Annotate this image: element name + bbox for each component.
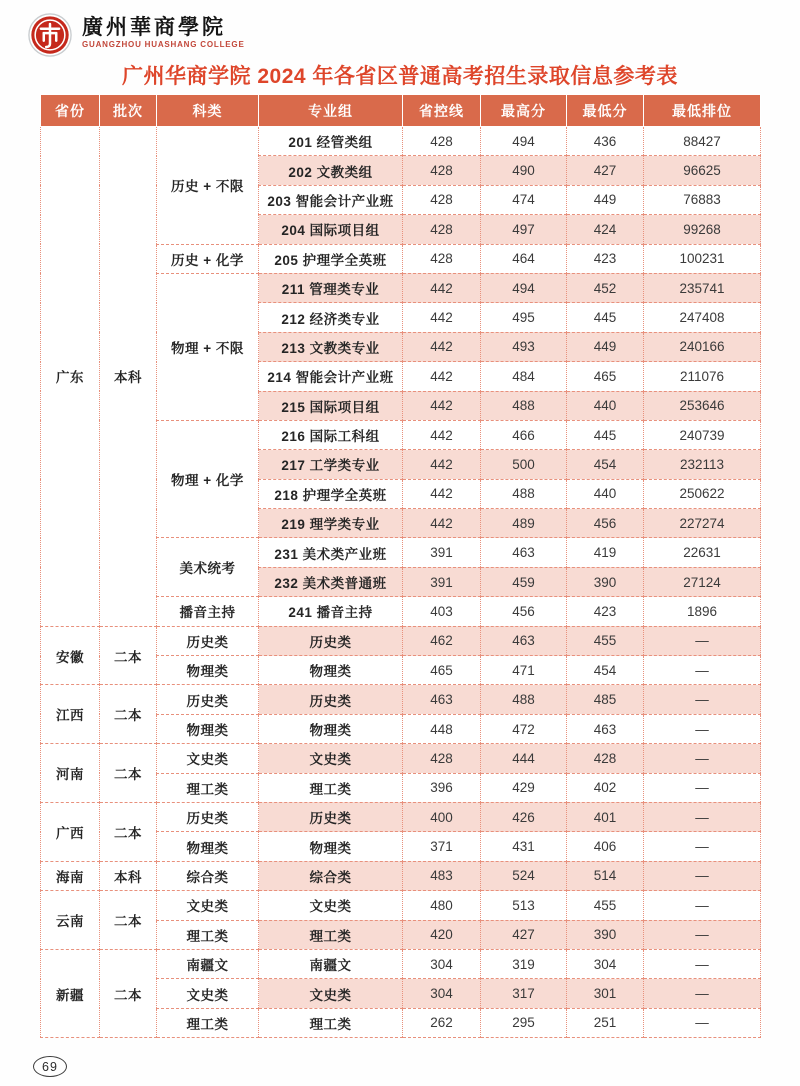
batch-cell: 本科 xyxy=(100,861,157,890)
control-line-cell: 442 xyxy=(403,273,481,302)
min-score-cell: 390 xyxy=(567,567,644,596)
min-score-cell: 445 xyxy=(567,420,644,449)
header-row xyxy=(41,95,761,127)
min-rank-cell: 240166 xyxy=(644,332,761,361)
max-score-cell: 317 xyxy=(481,979,567,1008)
min-score-cell: 304 xyxy=(567,949,644,978)
min-rank-cell: — xyxy=(644,861,761,890)
col-header-lowest-rank: 最低排位 xyxy=(644,95,761,127)
batch-cell: 本科 xyxy=(100,127,157,627)
major-group-cell: 文史类 xyxy=(259,744,403,773)
max-score-cell: 484 xyxy=(481,362,567,391)
max-score-cell: 494 xyxy=(481,273,567,302)
min-score-cell: 440 xyxy=(567,391,644,420)
major-group-cell: 219 理学类专业 xyxy=(259,509,403,538)
max-score-cell: 319 xyxy=(481,949,567,978)
major-group-cell: 理工类 xyxy=(259,920,403,949)
control-line-cell: 420 xyxy=(403,920,481,949)
min-rank-cell: — xyxy=(644,802,761,831)
min-rank-cell: — xyxy=(644,656,761,685)
min-rank-cell: 1896 xyxy=(644,597,761,626)
min-score-cell: 428 xyxy=(567,744,644,773)
min-rank-cell: 211076 xyxy=(644,362,761,391)
min-score-cell: 440 xyxy=(567,479,644,508)
max-score-cell: 431 xyxy=(481,832,567,861)
major-group-cell: 历史类 xyxy=(259,626,403,655)
subject-cell: 理工类 xyxy=(157,1008,259,1037)
subject-cell: 物理类 xyxy=(157,656,259,685)
batch-cell: 二本 xyxy=(100,949,157,1037)
college-seal-icon xyxy=(27,12,73,58)
major-group-cell: 231 美术类产业班 xyxy=(259,538,403,567)
col-header-province: 省份 xyxy=(41,95,100,127)
subject-cell: 历史类 xyxy=(157,802,259,831)
max-score-cell: 295 xyxy=(481,1008,567,1037)
control-line-cell: 400 xyxy=(403,802,481,831)
control-line-cell: 428 xyxy=(403,156,481,185)
min-rank-cell: — xyxy=(644,1008,761,1037)
subject-cell: 历史 + 不限 xyxy=(157,127,259,245)
table-row xyxy=(41,744,761,773)
province-cell: 江西 xyxy=(41,685,100,744)
control-line-cell: 462 xyxy=(403,626,481,655)
min-score-cell: 436 xyxy=(567,127,644,156)
province-cell: 河南 xyxy=(41,744,100,803)
college-name-en: GUANGZHOU HUASHANG COLLEGE xyxy=(82,40,245,50)
max-score-cell: 463 xyxy=(481,538,567,567)
min-rank-cell: — xyxy=(644,949,761,978)
col-header-province-control-line: 省控线 xyxy=(403,95,481,127)
control-line-cell: 442 xyxy=(403,362,481,391)
control-line-cell: 371 xyxy=(403,832,481,861)
max-score-cell: 463 xyxy=(481,626,567,655)
control-line-cell: 304 xyxy=(403,979,481,1008)
major-group-cell: 理工类 xyxy=(259,773,403,802)
college-name xyxy=(82,12,245,49)
major-group-cell: 物理类 xyxy=(259,832,403,861)
major-group-cell: 211 管理类专业 xyxy=(259,273,403,302)
min-score-cell: 449 xyxy=(567,185,644,214)
major-group-cell: 历史类 xyxy=(259,685,403,714)
table-row xyxy=(41,685,761,714)
max-score-cell: 490 xyxy=(481,156,567,185)
min-score-cell: 454 xyxy=(567,656,644,685)
control-line-cell: 463 xyxy=(403,685,481,714)
province-cell: 新疆 xyxy=(41,949,100,1037)
control-line-cell: 428 xyxy=(403,127,481,156)
control-line-cell: 428 xyxy=(403,185,481,214)
min-score-cell: 301 xyxy=(567,979,644,1008)
table-body xyxy=(41,127,761,1038)
max-score-cell: 524 xyxy=(481,861,567,890)
max-score-cell: 427 xyxy=(481,920,567,949)
min-score-cell: 445 xyxy=(567,303,644,332)
major-group-cell: 物理类 xyxy=(259,714,403,743)
control-line-cell: 442 xyxy=(403,420,481,449)
subject-cell: 历史 + 化学 xyxy=(157,244,259,273)
control-line-cell: 448 xyxy=(403,714,481,743)
min-score-cell: 401 xyxy=(567,802,644,831)
major-group-cell: 213 文教类专业 xyxy=(259,332,403,361)
min-score-cell: 423 xyxy=(567,597,644,626)
control-line-cell: 262 xyxy=(403,1008,481,1037)
major-group-cell: 216 国际工科组 xyxy=(259,420,403,449)
min-score-cell: 465 xyxy=(567,362,644,391)
max-score-cell: 456 xyxy=(481,597,567,626)
page-number-badge: 69 xyxy=(33,1056,67,1077)
min-score-cell: 514 xyxy=(567,861,644,890)
min-score-cell: 455 xyxy=(567,891,644,920)
subject-cell: 物理 + 化学 xyxy=(157,420,259,538)
min-score-cell: 427 xyxy=(567,156,644,185)
min-score-cell: 463 xyxy=(567,714,644,743)
min-rank-cell: 247408 xyxy=(644,303,761,332)
control-line-cell: 396 xyxy=(403,773,481,802)
min-rank-cell: — xyxy=(644,626,761,655)
major-group-cell: 历史类 xyxy=(259,802,403,831)
min-rank-cell: 27124 xyxy=(644,567,761,596)
major-group-cell: 232 美术类普通班 xyxy=(259,567,403,596)
province-cell: 海南 xyxy=(41,861,100,890)
max-score-cell: 488 xyxy=(481,391,567,420)
max-score-cell: 466 xyxy=(481,420,567,449)
major-group-cell: 201 经管类组 xyxy=(259,127,403,156)
table-row xyxy=(41,891,761,920)
col-header-batch: 批次 xyxy=(100,95,157,127)
max-score-cell: 500 xyxy=(481,450,567,479)
max-score-cell: 429 xyxy=(481,773,567,802)
subject-cell: 南疆文 xyxy=(157,949,259,978)
major-group-cell: 文史类 xyxy=(259,979,403,1008)
table-row xyxy=(41,861,761,890)
control-line-cell: 442 xyxy=(403,450,481,479)
min-rank-cell: 99268 xyxy=(644,215,761,244)
min-score-cell: 419 xyxy=(567,538,644,567)
control-line-cell: 442 xyxy=(403,391,481,420)
max-score-cell: 494 xyxy=(481,127,567,156)
max-score-cell: 488 xyxy=(481,479,567,508)
max-score-cell: 426 xyxy=(481,802,567,831)
major-group-cell: 205 护理学全英班 xyxy=(259,244,403,273)
min-score-cell: 424 xyxy=(567,215,644,244)
min-rank-cell: 88427 xyxy=(644,127,761,156)
province-cell: 广东 xyxy=(41,127,100,627)
min-rank-cell: 76883 xyxy=(644,185,761,214)
control-line-cell: 304 xyxy=(403,949,481,978)
control-line-cell: 403 xyxy=(403,597,481,626)
subject-cell: 理工类 xyxy=(157,773,259,802)
major-group-cell: 理工类 xyxy=(259,1008,403,1037)
major-group-cell: 218 护理学全英班 xyxy=(259,479,403,508)
subject-cell: 物理类 xyxy=(157,832,259,861)
min-rank-cell: 232113 xyxy=(644,450,761,479)
major-group-cell: 217 工学类专业 xyxy=(259,450,403,479)
batch-cell: 二本 xyxy=(100,891,157,950)
max-score-cell: 497 xyxy=(481,215,567,244)
min-rank-cell: — xyxy=(644,773,761,802)
control-line-cell: 442 xyxy=(403,303,481,332)
min-score-cell: 390 xyxy=(567,920,644,949)
min-rank-cell: 96625 xyxy=(644,156,761,185)
batch-cell: 二本 xyxy=(100,626,157,685)
min-rank-cell: — xyxy=(644,920,761,949)
major-group-cell: 241 播音主持 xyxy=(259,597,403,626)
subject-cell: 播音主持 xyxy=(157,597,259,626)
major-group-cell: 物理类 xyxy=(259,656,403,685)
min-score-cell: 485 xyxy=(567,685,644,714)
major-group-cell: 202 文教类组 xyxy=(259,156,403,185)
max-score-cell: 474 xyxy=(481,185,567,214)
batch-cell: 二本 xyxy=(100,802,157,861)
min-rank-cell: 22631 xyxy=(644,538,761,567)
max-score-cell: 459 xyxy=(481,567,567,596)
control-line-cell: 428 xyxy=(403,244,481,273)
subject-cell: 综合类 xyxy=(157,861,259,890)
col-header-subject-category: 科类 xyxy=(157,95,259,127)
major-group-cell: 214 智能会计产业班 xyxy=(259,362,403,391)
subject-cell: 文史类 xyxy=(157,744,259,773)
min-rank-cell: — xyxy=(644,744,761,773)
major-group-cell: 204 国际项目组 xyxy=(259,215,403,244)
col-header-major-group: 专业组 xyxy=(259,95,403,127)
min-rank-cell: 253646 xyxy=(644,391,761,420)
subject-cell: 物理 + 不限 xyxy=(157,273,259,420)
max-score-cell: 488 xyxy=(481,685,567,714)
min-rank-cell: 250622 xyxy=(644,479,761,508)
control-line-cell: 442 xyxy=(403,479,481,508)
control-line-cell: 428 xyxy=(403,215,481,244)
min-score-cell: 402 xyxy=(567,773,644,802)
col-header-lowest-score: 最低分 xyxy=(567,95,644,127)
max-score-cell: 495 xyxy=(481,303,567,332)
control-line-cell: 391 xyxy=(403,538,481,567)
col-header-highest-score: 最高分 xyxy=(481,95,567,127)
subject-cell: 历史类 xyxy=(157,685,259,714)
subject-cell: 文史类 xyxy=(157,979,259,1008)
batch-cell: 二本 xyxy=(100,744,157,803)
college-name-zh: 廣州華商學院 xyxy=(82,14,226,39)
control-line-cell: 465 xyxy=(403,656,481,685)
subject-cell: 理工类 xyxy=(157,920,259,949)
max-score-cell: 472 xyxy=(481,714,567,743)
min-rank-cell: — xyxy=(644,891,761,920)
major-group-cell: 215 国际项目组 xyxy=(259,391,403,420)
max-score-cell: 471 xyxy=(481,656,567,685)
table-header xyxy=(41,95,761,127)
subject-cell: 文史类 xyxy=(157,891,259,920)
major-group-cell: 综合类 xyxy=(259,861,403,890)
province-cell: 安徽 xyxy=(41,626,100,685)
table-row xyxy=(41,127,761,156)
major-group-cell: 文史类 xyxy=(259,891,403,920)
admission-score-table xyxy=(40,94,761,1038)
major-group-cell: 203 智能会计产业班 xyxy=(259,185,403,214)
control-line-cell: 442 xyxy=(403,509,481,538)
max-score-cell: 464 xyxy=(481,244,567,273)
max-score-cell: 513 xyxy=(481,891,567,920)
major-group-cell: 南疆文 xyxy=(259,949,403,978)
min-score-cell: 406 xyxy=(567,832,644,861)
batch-cell: 二本 xyxy=(100,685,157,744)
page-title: 广州华商学院 2024 年各省区普通高考招生录取信息参考表 xyxy=(122,65,678,88)
min-score-cell: 423 xyxy=(567,244,644,273)
control-line-cell: 480 xyxy=(403,891,481,920)
min-rank-cell: 227274 xyxy=(644,509,761,538)
max-score-cell: 489 xyxy=(481,509,567,538)
min-score-cell: 452 xyxy=(567,273,644,302)
major-group-cell: 212 经济类专业 xyxy=(259,303,403,332)
province-cell: 云南 xyxy=(41,891,100,950)
min-rank-cell: 235741 xyxy=(644,273,761,302)
min-rank-cell: — xyxy=(644,685,761,714)
subject-cell: 物理类 xyxy=(157,714,259,743)
min-rank-cell: — xyxy=(644,979,761,1008)
table-row xyxy=(41,626,761,655)
max-score-cell: 444 xyxy=(481,744,567,773)
subject-cell: 历史类 xyxy=(157,626,259,655)
min-rank-cell: — xyxy=(644,714,761,743)
table-row xyxy=(41,949,761,978)
control-line-cell: 442 xyxy=(403,332,481,361)
subject-cell: 美术统考 xyxy=(157,538,259,597)
min-score-cell: 456 xyxy=(567,509,644,538)
min-score-cell: 454 xyxy=(567,450,644,479)
province-cell: 广西 xyxy=(41,802,100,861)
college-logo xyxy=(27,12,245,58)
control-line-cell: 391 xyxy=(403,567,481,596)
min-score-cell: 449 xyxy=(567,332,644,361)
min-score-cell: 455 xyxy=(567,626,644,655)
min-rank-cell: 240739 xyxy=(644,420,761,449)
control-line-cell: 428 xyxy=(403,744,481,773)
max-score-cell: 493 xyxy=(481,332,567,361)
min-score-cell: 251 xyxy=(567,1008,644,1037)
min-rank-cell: 100231 xyxy=(644,244,761,273)
control-line-cell: 483 xyxy=(403,861,481,890)
table-row xyxy=(41,802,761,831)
min-rank-cell: — xyxy=(644,832,761,861)
